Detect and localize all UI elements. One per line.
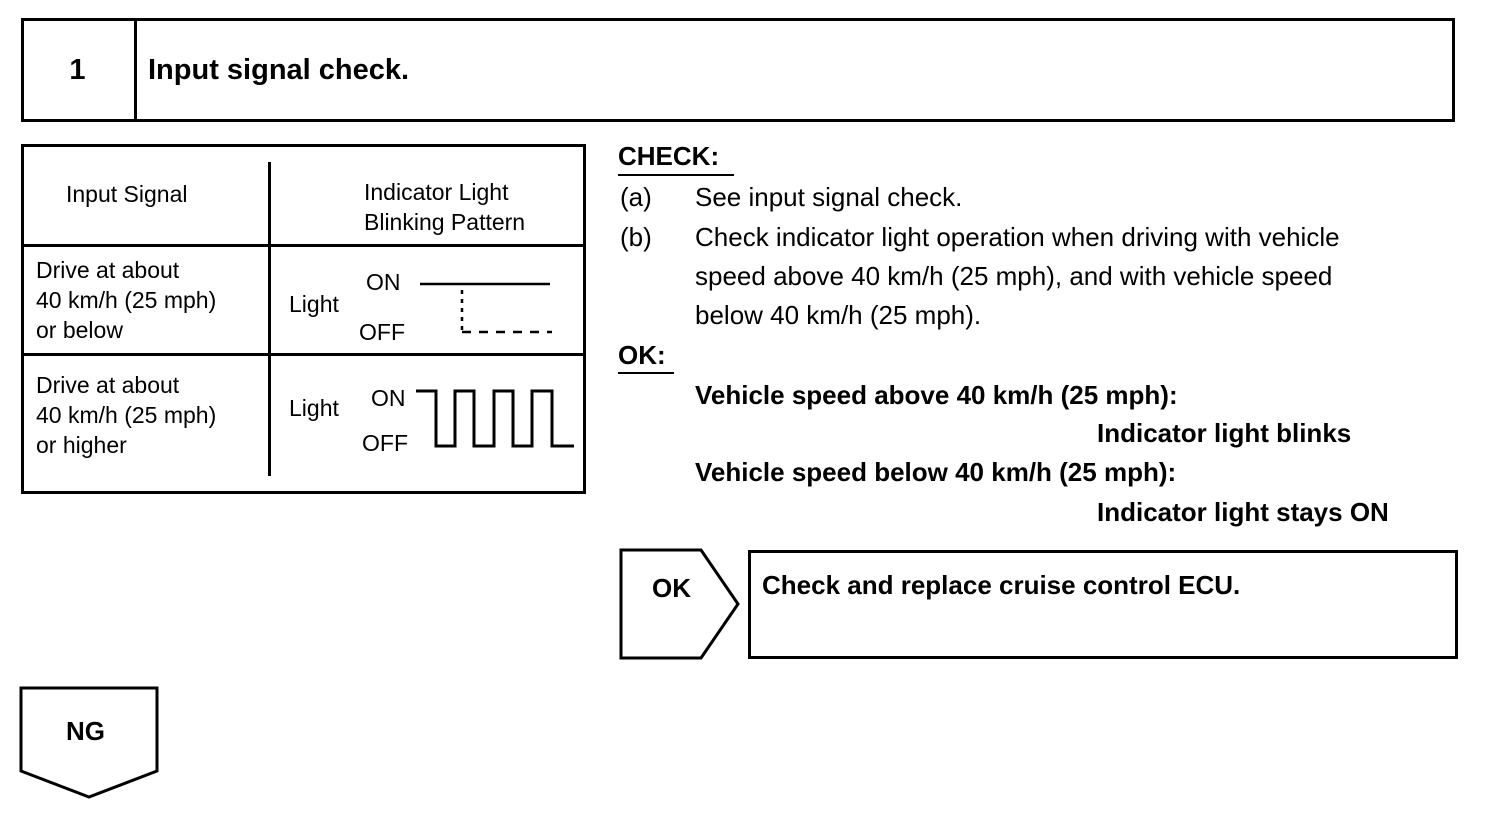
ok-action-text: Check and replace cruise control ECU.: [762, 570, 1241, 600]
row2-signal-line1: Drive at about: [36, 372, 180, 398]
step-number: 1: [69, 53, 86, 86]
table-header-pattern-line1: Indicator Light: [364, 179, 509, 205]
row1-on-label: ON: [366, 269, 401, 295]
row2-signal-line3: or higher: [36, 432, 127, 458]
ng-branch-label: NG: [66, 716, 105, 746]
check-item-b-line2: speed above 40 km/h (25 mph), and with vehicle speed: [695, 261, 1333, 291]
row1-signal-line1: Drive at about: [36, 257, 180, 283]
ok-heading: OK:: [618, 340, 666, 370]
check-item-a-text: See input signal check.: [695, 182, 963, 212]
step-title: Input signal check.: [148, 53, 410, 86]
row2-signal-line2: 40 km/h (25 mph): [36, 402, 217, 428]
row1-off-label: OFF: [359, 319, 405, 345]
check-item-a-marker: (a): [620, 182, 652, 212]
row1-signal-line2: 40 km/h (25 mph): [36, 287, 217, 313]
row2-off-label: OFF: [362, 430, 408, 456]
row2-on-label: ON: [371, 385, 406, 411]
ok-condition-2: Vehicle speed below 40 km/h (25 mph):: [695, 457, 1177, 487]
table-header-input-signal: Input Signal: [66, 181, 188, 207]
ok-branch-label: OK: [652, 573, 691, 603]
check-heading: CHECK:: [618, 141, 720, 171]
check-item-b-line1: Check indicator light operation when driving with vehicle: [695, 222, 1340, 252]
ok-result-1: Indicator light blinks: [1097, 418, 1352, 448]
row1-signal-line3: or below: [36, 317, 123, 343]
check-item-b-marker: (b): [620, 222, 652, 252]
check-item-b-line3: below 40 km/h (25 mph).: [695, 300, 982, 330]
table-header-pattern-line2: Blinking Pattern: [364, 209, 526, 235]
ok-result-2: Indicator light stays ON: [1097, 497, 1389, 527]
row1-light-label: Light: [289, 291, 339, 317]
row2-light-label: Light: [289, 395, 339, 421]
ok-condition-1: Vehicle speed above 40 km/h (25 mph):: [695, 380, 1178, 410]
